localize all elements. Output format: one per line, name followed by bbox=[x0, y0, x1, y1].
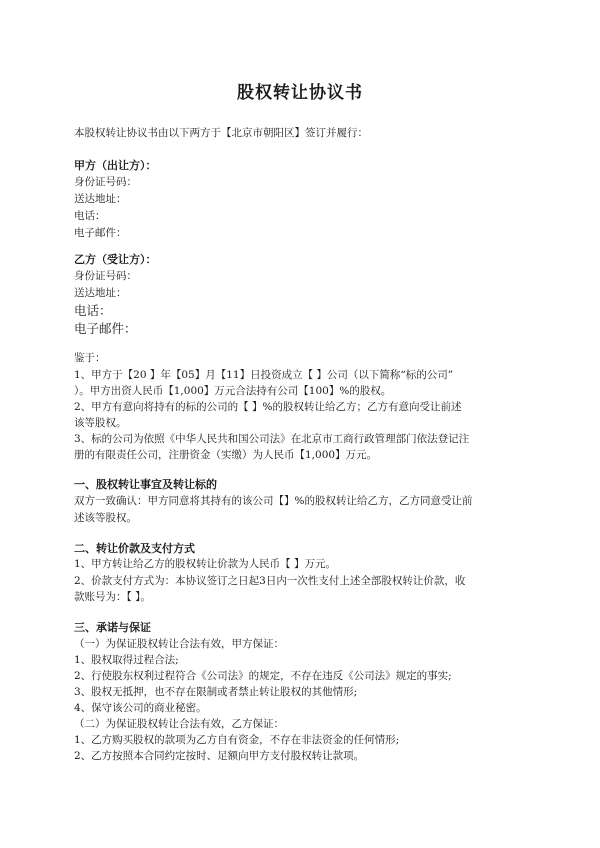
party-a-id: 身份证号码： bbox=[74, 176, 137, 188]
party-b-email: 电子邮件： bbox=[74, 321, 137, 336]
whereas-item-3a: 3、标的公司为依照《中华人民共和国公司法》在北京市工商行政管理部门依法登记注 bbox=[74, 433, 470, 445]
section-3-b-2: 2、乙方按照本合同约定按时、足额向甲方支付股权转让款项。 bbox=[74, 750, 365, 762]
whereas-heading: 鉴于： bbox=[74, 352, 106, 364]
party-a-address: 送达地址： bbox=[74, 193, 127, 205]
party-b-heading: 乙方（受让方）： bbox=[74, 253, 157, 266]
section-3-heading: 三、承诺与保证 bbox=[74, 621, 151, 634]
whereas-item-1a: 1、甲方于【20 】年【05】月【11】日投资成立【 】公司（以下简称“标的公司” bbox=[74, 369, 454, 381]
section-3-sub-2: （二）为保证股权转让合法有效，乙方保证： bbox=[74, 718, 284, 730]
party-b-id: 身份证号码： bbox=[74, 270, 137, 282]
section-1-heading: 一、股权转让事宜及转让标的 bbox=[74, 478, 217, 491]
section-3-a-1: 1、股权取得过程合法; bbox=[74, 654, 179, 666]
intro-text: 本股权转让协议书由以下两方于【北京市朝阳区】签订并履行： bbox=[74, 127, 368, 139]
whereas-item-1b: ）。甲方出资人民币【1,000】万元合法持有公司【100】%的股权。 bbox=[74, 385, 392, 397]
section-1-line-2: 述该等股权。 bbox=[74, 512, 137, 524]
party-b-address: 送达地址： bbox=[74, 287, 127, 299]
whereas-item-3b: 册的有限责任公司，注册资金（实缴）为人民币【1,000】万元。 bbox=[74, 449, 378, 461]
section-3-sub-1: （一）为保证股权转让合法有效，甲方保证： bbox=[74, 638, 284, 650]
section-3-a-2: 2、行使股东权利过程符合《公司法》的规定，不存在违反《公司法》规定的事实; bbox=[74, 670, 452, 682]
section-2-heading: 二、转让价款及支付方式 bbox=[74, 542, 195, 555]
section-3-b-1: 1、乙方购买股权的款项为乙方自有资金，不存在非法资金的任何情形; bbox=[74, 734, 400, 746]
party-a-phone: 电话： bbox=[74, 210, 106, 222]
section-2-line-2a: 2、价款支付方式为：本协议签订之日起3日内一次性支付上述全部股权转让价款，收 bbox=[74, 575, 466, 587]
party-b-phone: 电话： bbox=[74, 303, 112, 318]
document-title: 股权转让协议书 bbox=[237, 83, 363, 103]
section-2-line-2b: 款账号为：【 】。 bbox=[74, 591, 151, 603]
section-3-a-3: 3、股权无抵押，也不存在限制或者禁止转让股权的其他情形; bbox=[74, 686, 358, 698]
party-a-email: 电子邮件： bbox=[74, 227, 127, 239]
section-2-line-1: 1、甲方转让给乙方的股权转让价款为人民币【 】万元。 bbox=[74, 558, 337, 570]
section-1-line-1: 双方一致确认：甲方同意将其持有的该公司【】%的股权转让给乙方，乙方同意受让前 bbox=[74, 495, 473, 507]
whereas-item-2a: 2、甲方有意向将持有的标的公司的【 】%的股权转让给乙方；乙方有意向受让前述 bbox=[74, 401, 462, 413]
party-a-heading: 甲方（出让方）： bbox=[74, 159, 157, 172]
whereas-item-2b: 该等股权。 bbox=[74, 417, 127, 429]
section-3-a-4: 4、保守该公司的商业秘密。 bbox=[74, 702, 207, 714]
